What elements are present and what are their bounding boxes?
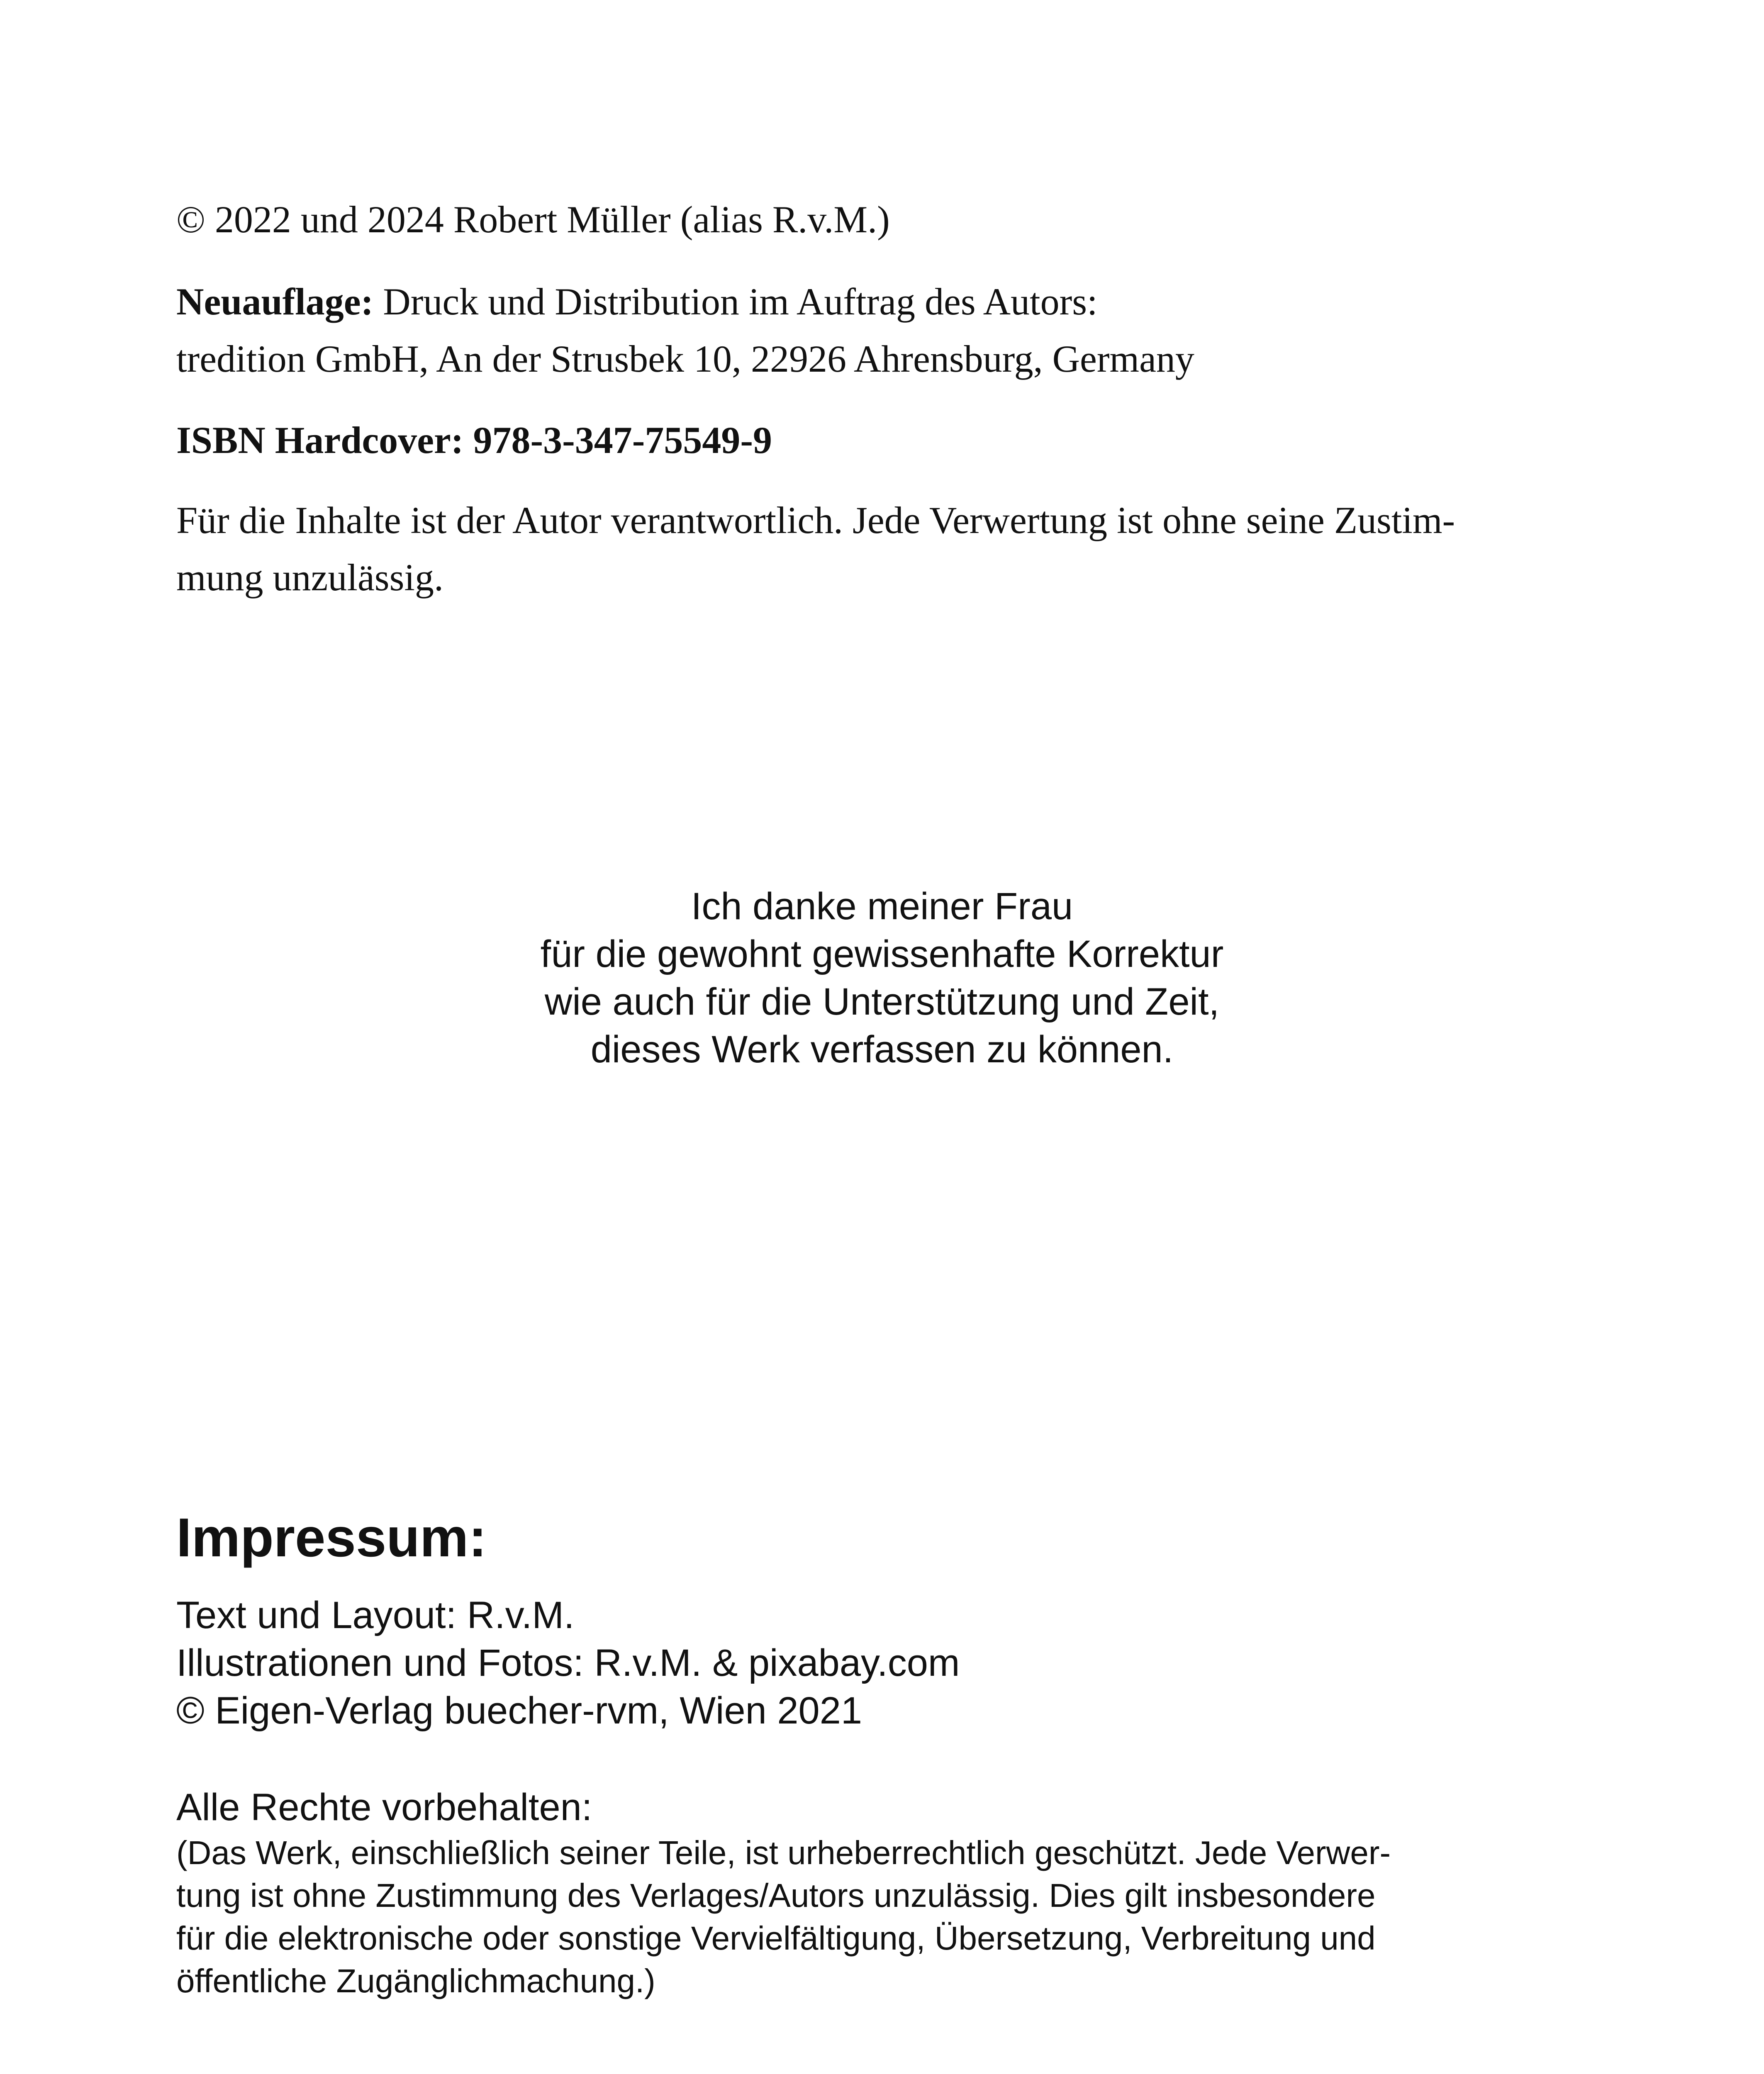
edition-line [176, 273, 1587, 330]
impressum-title: Impressum: [176, 1507, 487, 1568]
rights-line: öffentliche Zugänglichmachung.) [176, 1962, 655, 1999]
rights-line: (Das Werk, einschließlich seiner Teile, ist urheberrechtlich geschützt. Jede Verwer- [176, 1834, 1391, 1871]
dedication [0, 883, 1764, 1074]
rights-line: für die elektronische oder sonstige Vervielfältigung, Übersetzung, Verbreitung und [176, 1920, 1376, 1957]
impressum-publisher: © Eigen-Verlag buecher-rvm, Wien 2021 [176, 1689, 863, 1732]
impressum-illustrations: Illustrationen und Fotos: R.v.M. & pixabay.com [176, 1642, 960, 1684]
dedication-line: für die gewohnt gewissenhafte Korrektur [540, 933, 1224, 975]
edition-section [176, 273, 1587, 387]
dedication-line: Ich danke meiner Frau [691, 885, 1073, 927]
responsibility-line-1: Für die Inhalte ist der Autor verantwortlich. Jede Verwertung ist ohne seine Zustim- [176, 499, 1455, 541]
impressum-section [176, 1507, 1587, 1735]
rights-heading: Alle Rechte vorbehalten: [176, 1786, 592, 1828]
edition-label: Neuauflage: [176, 280, 374, 323]
responsibility-line-2: mung unzulässig. [176, 556, 443, 599]
isbn-line: ISBN Hardcover: 978-3-347-75549-9 [176, 419, 772, 461]
copyright-line: © 2022 und 2024 Robert Müller (alias R.v.M.) [176, 198, 890, 241]
rights-section [176, 1784, 1587, 2002]
edition-address: tredition GmbH, An der Strusbek 10, 22926 Ahrensburg, Germany [176, 338, 1194, 380]
responsibility-section [176, 492, 1587, 606]
rights-line: tung ist ohne Zustimmung des Verlages/Autors unzulässig. Dies gilt insbesondere [176, 1877, 1376, 1914]
dedication-line: dieses Werk verfassen zu können. [590, 1028, 1174, 1071]
isbn-section [176, 411, 1587, 469]
impressum-text-layout: Text und Layout: R.v.M. [176, 1594, 575, 1636]
dedication-line: wie auch für die Unterstützung und Zeit, [544, 981, 1220, 1023]
edition-text: Druck und Distribution im Auftrag des Autors: [373, 280, 1098, 323]
copyright-section [176, 191, 1587, 248]
